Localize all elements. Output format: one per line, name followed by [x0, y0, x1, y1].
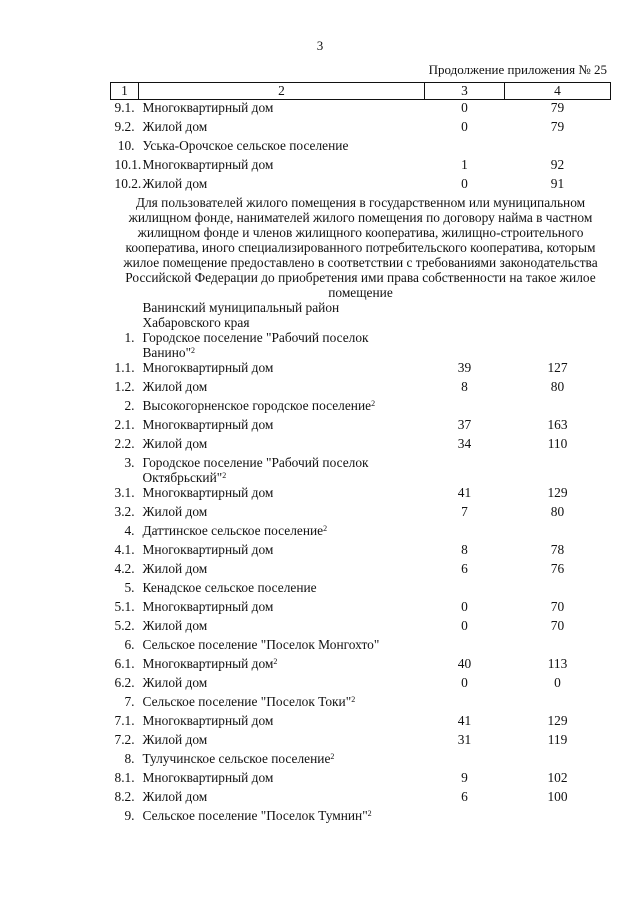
col4-value: 92 — [550, 157, 565, 172]
row-number: 10.2. — [114, 176, 142, 191]
col3-value — [425, 300, 505, 330]
col4-value: 110 — [547, 436, 568, 451]
row-number: 4. — [124, 523, 135, 538]
row-number: 7.2. — [114, 732, 135, 747]
row-name — [139, 808, 425, 827]
col4-value: 79 — [550, 119, 565, 134]
col4-value — [505, 694, 611, 713]
row-number — [111, 300, 139, 330]
row-name-text: Многоквартирный дом — [142, 157, 274, 172]
col3-value: 9 — [461, 770, 468, 785]
col4-value: 127 — [547, 360, 568, 375]
row-name-text: Многоквартирный дом — [142, 599, 274, 614]
col3-value — [425, 694, 505, 713]
row-name — [139, 580, 425, 599]
row-number: 6.2. — [114, 675, 135, 690]
row-number: 1.2. — [114, 379, 135, 394]
row-name — [139, 138, 425, 157]
district-name: Ванинский муниципальный район Хабаровского края — [142, 300, 340, 330]
row-name-text: Жилой дом — [142, 789, 208, 804]
row-number: 5. — [124, 580, 135, 595]
row-name-text: Жилой дом — [142, 675, 208, 690]
table-header-row — [111, 83, 611, 100]
col4-value: 80 — [550, 504, 565, 519]
table-row — [111, 157, 611, 176]
footnote-marker: 2 — [330, 752, 335, 761]
col4-value: 70 — [550, 599, 565, 614]
table-row — [111, 580, 611, 599]
col3-value — [425, 808, 505, 827]
table-row — [111, 398, 611, 417]
district-row — [111, 300, 611, 330]
row-number: 1. — [124, 330, 135, 345]
col4-value: 70 — [550, 618, 565, 633]
row-name-text: Жилой дом — [142, 618, 208, 633]
footnote-marker: 2 — [367, 809, 372, 818]
row-name-text: Многоквартирный дом — [142, 485, 274, 500]
table-row — [111, 523, 611, 542]
col4-value: 102 — [547, 770, 568, 785]
table-row — [111, 138, 611, 157]
row-name — [139, 176, 425, 195]
header-cell: 1 — [111, 83, 139, 100]
table-row — [111, 637, 611, 656]
row-name — [139, 119, 425, 138]
table-row — [111, 485, 611, 504]
row-name — [139, 360, 425, 379]
row-name-text: Жилой дом — [142, 732, 208, 747]
col3-value: 37 — [457, 417, 472, 432]
col4-value: 76 — [550, 561, 565, 576]
footnote-marker: 2 — [273, 657, 278, 666]
table-row — [111, 599, 611, 618]
row-number: 6. — [124, 637, 135, 652]
col3-value: 0 — [461, 119, 468, 134]
table-row — [111, 417, 611, 436]
col3-value: 0 — [461, 100, 468, 115]
col4-value — [505, 751, 611, 770]
table-row — [111, 561, 611, 580]
header-cell: 3 — [425, 83, 505, 100]
header-cell: 4 — [505, 83, 611, 100]
col4-value — [505, 138, 611, 157]
col3-value — [425, 398, 505, 417]
col3-value: 1 — [461, 157, 468, 172]
row-number: 10.1. — [114, 157, 142, 172]
table-row — [111, 360, 611, 379]
col3-value: 8 — [461, 379, 468, 394]
col4-value — [505, 398, 611, 417]
row-number: 8. — [124, 751, 135, 766]
row-number: 9.2. — [114, 119, 135, 134]
row-name — [139, 398, 425, 417]
row-number: 1.1. — [114, 360, 135, 375]
row-name-text: Многоквартирный дом — [142, 417, 274, 432]
table-row — [111, 713, 611, 732]
row-number: 3. — [124, 455, 135, 470]
row-name — [139, 599, 425, 618]
row-name-text: Сельское поселение "Поселок Тумнин" — [142, 808, 368, 823]
row-number: 5.1. — [114, 599, 135, 614]
row-name-text: Жилой дом — [142, 119, 208, 134]
row-name — [139, 436, 425, 455]
row-name-text: Многоквартирный дом — [142, 360, 274, 375]
table-row — [111, 119, 611, 138]
col3-value: 6 — [461, 561, 468, 576]
footnote-marker: 2 — [371, 399, 376, 408]
row-name-text: Кенадское сельское поселение — [142, 580, 317, 595]
section-paragraph: Для пользователей жилого помещения в государственном или муниципальном жилищном фонде, нанимателей жилого помещения по договору найма в частном жилищном фонде и членов жилищного кооператива, жилищно-строительного кооператива, иного специализированного потребительского кооператива, которым жилое помещение предоставлено в соответствии с требованиями законодательства Российской Федерации до приобретения ими права собственности на такое жилое помещение — [123, 195, 598, 300]
col3-value — [425, 330, 505, 360]
table-row — [111, 675, 611, 694]
row-number: 6.1. — [114, 656, 135, 671]
col4-value — [505, 300, 611, 330]
row-name-text: Сельское поселение "Поселок Монгохто" — [142, 637, 380, 652]
row-name — [139, 694, 425, 713]
row-name-text: Даттинское сельское поселение — [142, 523, 324, 538]
row-number: 2.1. — [114, 417, 135, 432]
col4-value: 0 — [554, 675, 561, 690]
col3-value: 39 — [457, 360, 472, 375]
row-name — [139, 656, 425, 675]
row-name-text: Жилой дом — [142, 379, 208, 394]
footnote-marker: 2 — [222, 471, 227, 480]
tariff-table — [110, 82, 611, 827]
row-number: 9.1. — [114, 100, 135, 115]
row-name-text: Жилой дом — [142, 561, 208, 576]
col3-value — [425, 637, 505, 656]
col3-value: 31 — [457, 732, 472, 747]
col4-value — [505, 808, 611, 827]
col4-value — [505, 455, 611, 485]
col4-value: 100 — [547, 789, 568, 804]
col3-value — [425, 455, 505, 485]
table-row — [111, 379, 611, 398]
row-name-text: Городское поселение "Рабочий поселок Октябрьский" — [142, 455, 369, 485]
row-name — [139, 100, 425, 120]
row-number: 4.1. — [114, 542, 135, 557]
col3-value: 40 — [457, 656, 472, 671]
row-number: 3.1. — [114, 485, 135, 500]
table-row — [111, 656, 611, 675]
table-row — [111, 436, 611, 455]
table-row — [111, 618, 611, 637]
continuation-label: Продолжение приложения № 25 — [428, 62, 607, 77]
row-number: 8.1. — [114, 770, 135, 785]
paragraph-row — [111, 195, 611, 300]
row-number: 4.2. — [114, 561, 135, 576]
table-row — [111, 789, 611, 808]
table-row — [111, 504, 611, 523]
col3-value: 6 — [461, 789, 468, 804]
col3-value: 0 — [461, 675, 468, 690]
row-name-text: Многоквартирный дом — [142, 100, 274, 115]
row-name — [139, 455, 425, 485]
row-name — [139, 561, 425, 580]
row-name-text: Уська-Орочское сельское поселение — [142, 138, 349, 153]
table-row — [111, 176, 611, 195]
row-name-text: Высокогорненское городское поселение — [142, 398, 372, 413]
row-number: 10. — [117, 138, 135, 153]
row-name — [139, 485, 425, 504]
row-name — [139, 675, 425, 694]
col3-value: 41 — [457, 485, 472, 500]
table-row — [111, 455, 611, 485]
row-name — [139, 637, 425, 656]
row-name — [139, 713, 425, 732]
row-name-text: Городское поселение "Рабочий поселок Ванино" — [142, 330, 369, 360]
col4-value — [505, 523, 611, 542]
col4-value: 119 — [547, 732, 568, 747]
row-name-text: Многоквартирный дом — [142, 770, 274, 785]
col3-value: 7 — [461, 504, 468, 519]
row-name-text: Жилой дом — [142, 176, 208, 191]
footnote-marker: 2 — [191, 346, 196, 355]
row-name — [139, 330, 425, 360]
col4-value: 129 — [547, 713, 568, 728]
col4-value — [505, 580, 611, 599]
col3-value: 0 — [461, 176, 468, 191]
table-body — [111, 83, 611, 828]
col4-value: 163 — [547, 417, 568, 432]
col4-value: 113 — [547, 656, 568, 671]
row-number: 8.2. — [114, 789, 135, 804]
row-number: 9. — [124, 808, 135, 823]
col3-value: 0 — [461, 618, 468, 633]
row-name-text: Жилой дом — [142, 504, 208, 519]
col3-value — [425, 751, 505, 770]
row-name-text: Тулучинское сельское поселение — [142, 751, 331, 766]
row-name — [139, 618, 425, 637]
row-name — [139, 789, 425, 808]
footnote-marker: 2 — [323, 524, 328, 533]
footnote-marker: 2 — [351, 695, 356, 704]
table-row — [111, 330, 611, 360]
page-number: 3 — [316, 38, 324, 53]
row-number: 2. — [124, 398, 135, 413]
row-name — [139, 751, 425, 770]
col4-value: 129 — [547, 485, 568, 500]
row-name — [139, 157, 425, 176]
table-row — [111, 770, 611, 789]
row-name — [139, 504, 425, 523]
row-name-text: Многоквартирный дом — [142, 542, 274, 557]
col3-value — [425, 138, 505, 157]
col3-value: 8 — [461, 542, 468, 557]
row-number: 5.2. — [114, 618, 135, 633]
col3-value — [425, 523, 505, 542]
col3-value: 0 — [461, 599, 468, 614]
row-name — [139, 379, 425, 398]
table-row — [111, 100, 611, 120]
row-name — [139, 417, 425, 436]
table-row — [111, 542, 611, 561]
row-name-text: Многоквартирный дом — [142, 656, 274, 671]
col4-value — [505, 330, 611, 360]
col4-value — [505, 637, 611, 656]
row-name — [139, 542, 425, 561]
row-number: 7.1. — [114, 713, 135, 728]
row-number: 2.2. — [114, 436, 135, 451]
row-number: 7. — [124, 694, 135, 709]
table-row — [111, 808, 611, 827]
row-name-text: Многоквартирный дом — [142, 713, 274, 728]
table-row — [111, 694, 611, 713]
col3-value — [425, 580, 505, 599]
col4-value: 91 — [550, 176, 565, 191]
col3-value: 34 — [457, 436, 472, 451]
col4-value: 78 — [550, 542, 565, 557]
col4-value: 79 — [550, 100, 565, 115]
row-name-text: Сельское поселение "Поселок Токи" — [142, 694, 352, 709]
table-row — [111, 751, 611, 770]
row-name — [139, 523, 425, 542]
row-name — [139, 732, 425, 751]
table-row — [111, 732, 611, 751]
col4-value: 80 — [550, 379, 565, 394]
row-number: 3.2. — [114, 504, 135, 519]
header-cell: 2 — [139, 83, 425, 100]
row-name — [139, 770, 425, 789]
row-name-text: Жилой дом — [142, 436, 208, 451]
col3-value: 41 — [457, 713, 472, 728]
